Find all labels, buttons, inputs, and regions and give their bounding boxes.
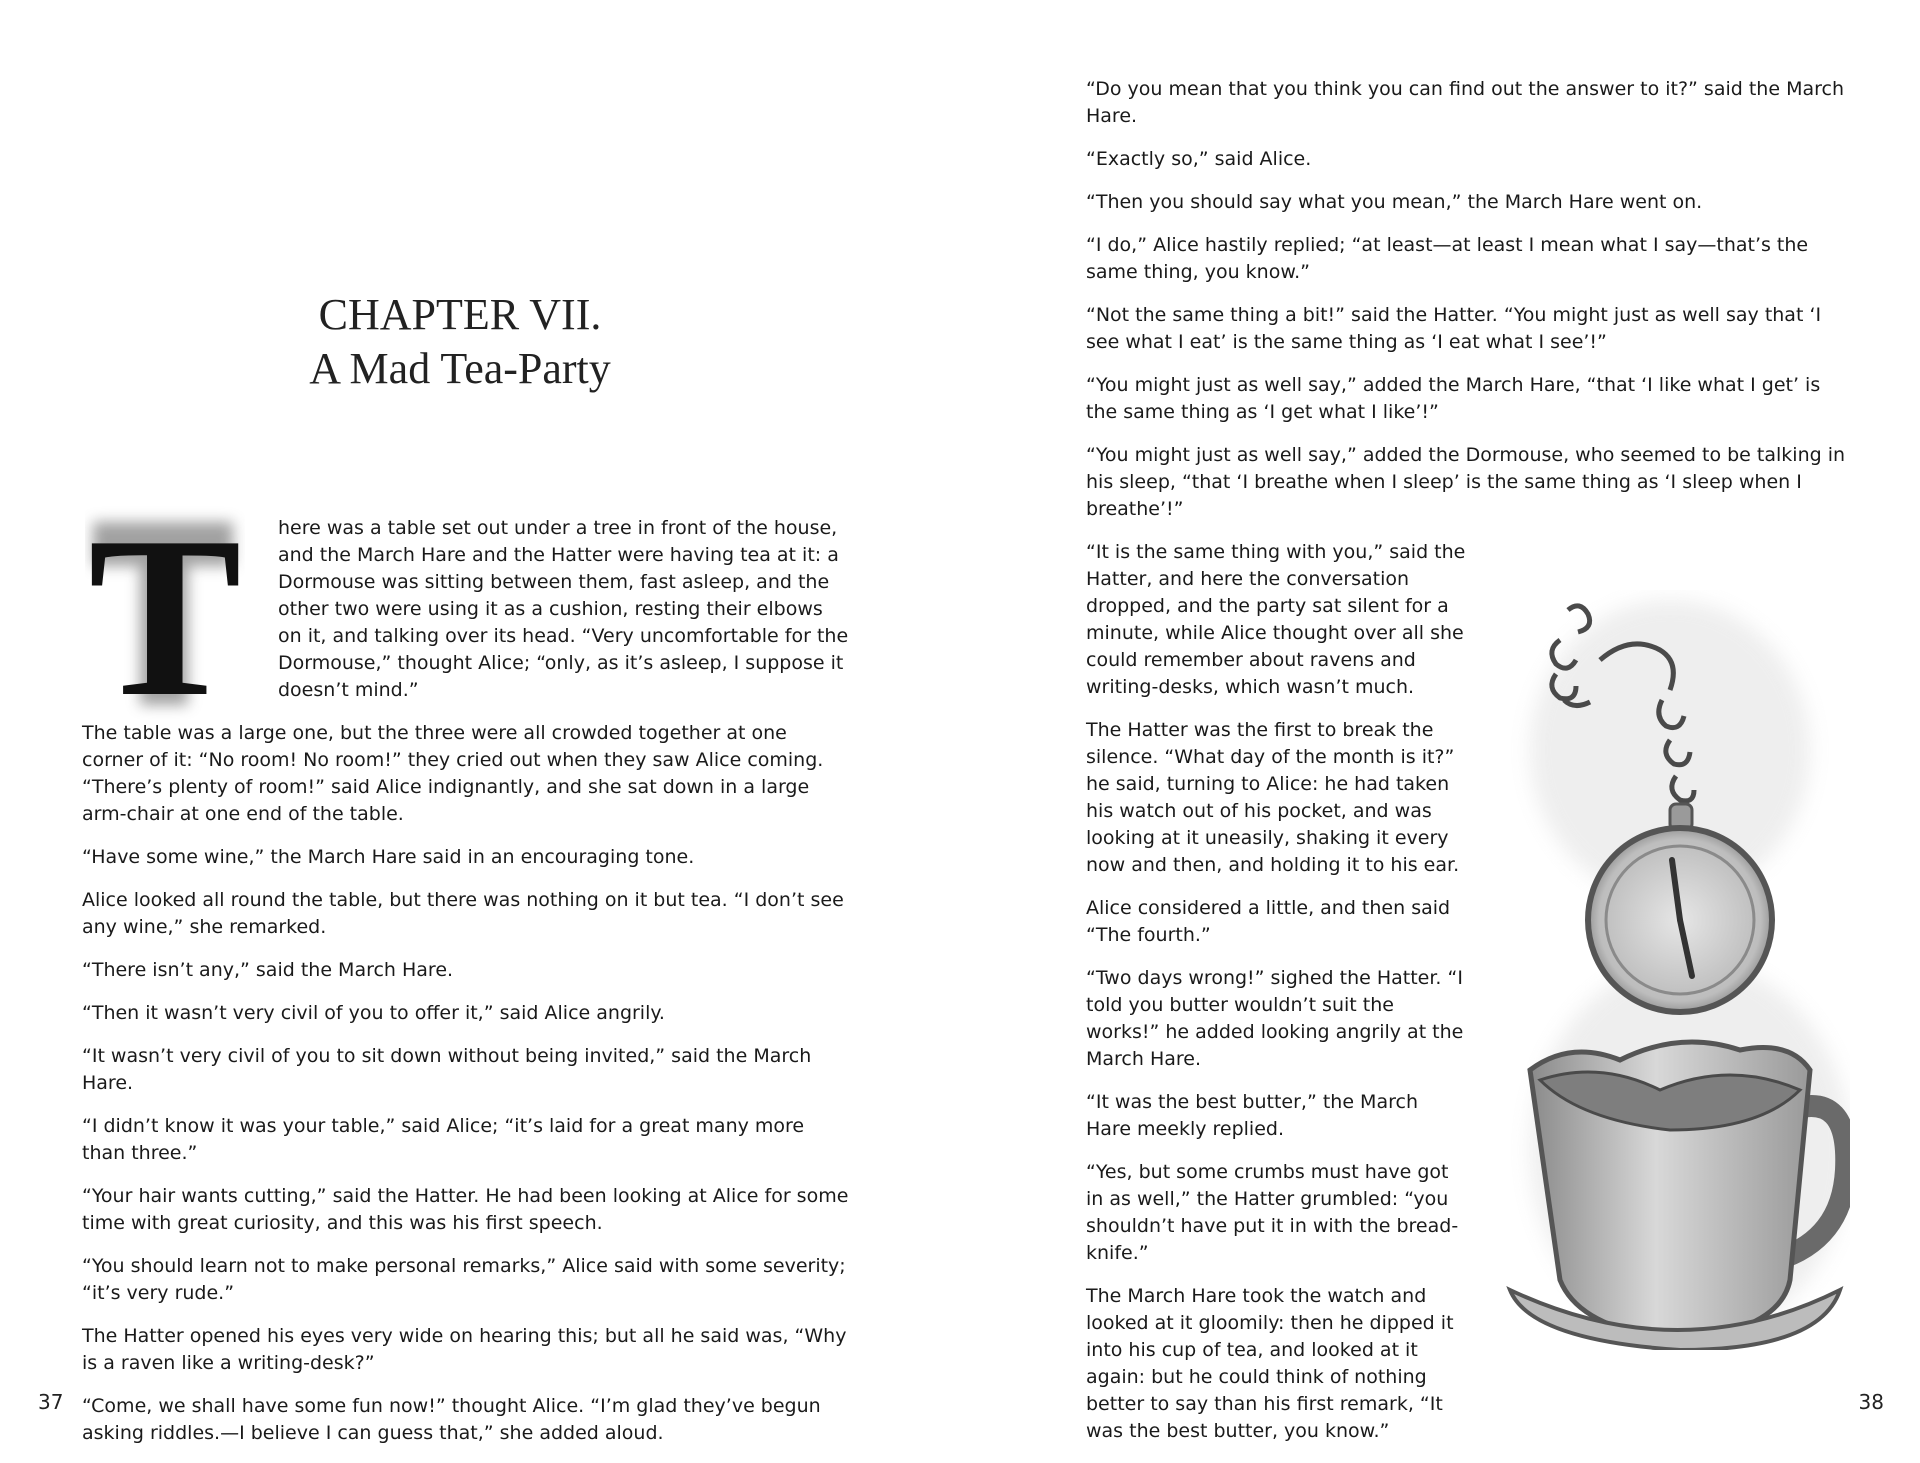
paragraph: here was a table set out under a tree in front of the house, and the March Hare and the Hatter were having tea at it: a Dormouse was sitting between them, fast asleep, and the other two were using it as a cushion, resting their elbows on it, and talking over its head. “Very uncomfortable for the Dormouse,” thought Alice; “only, as it’s asleep, I suppose it doesn’t mind.”	[278, 517, 849, 701]
paragraph: “Do you mean that you think you can find out the answer to it?” said the March Hare.	[1086, 78, 1844, 127]
paragraph: “You might just as well say,” added the Dormouse, who seemed to be talking in his sleep, “that ‘I breathe when I sleep’ is the same thing as ‘I sleep when I breathe’!”	[1086, 444, 1846, 520]
teacup	[1510, 1042, 1846, 1350]
paragraph: “Exactly so,” said Alice.	[1086, 148, 1312, 170]
page-number: 38	[1858, 1390, 1884, 1414]
paragraph: The Hatter was the first to break the silence. “What day of the month is it?” he said, turning to Alice: he had taken his watch out of his pocket, and was looking at it uneasily, shaking it every now and then, and holding it to his ear.	[1086, 719, 1460, 876]
paragraph: “You might just as well say,” added the March Hare, “that ‘I like what I get’ is the same thing as ‘I get what I like’!”	[1086, 374, 1821, 423]
paragraph: “It is the same thing with you,” said the Hatter, and here the conversation dropped, and the party sat silent for a minute, while Alice thought over all she could remember about ravens and writing-desks, which wasn’t much.	[1086, 541, 1466, 698]
dropcap-letter: T	[88, 500, 242, 720]
paragraph: “Have some wine,” the March Hare said in an encouraging tone.	[82, 846, 695, 868]
paragraph: “It was the best butter,” the March Hare meekly replied.	[1086, 1091, 1418, 1140]
watch-and-teacup-illustration	[1490, 590, 1850, 1350]
paragraph: “Then you should say what you mean,” the March Hare went on.	[1086, 191, 1703, 213]
chapter-heading	[80, 288, 840, 396]
paragraph: “You should learn not to make personal remarks,” Alice said with some severity; “it’s very rude.”	[82, 1255, 846, 1304]
left-page	[0, 0, 960, 1444]
paragraph: “Then it wasn’t very civil of you to offer it,” said Alice angrily.	[82, 1002, 665, 1024]
chapter-number: CHAPTER VII.	[318, 290, 602, 339]
paragraph: “There isn’t any,” said the March Hare.	[82, 959, 454, 981]
dropcap-space	[82, 515, 278, 705]
paragraph: “Two days wrong!” sighed the Hatter. “I told you butter wouldn’t suit the works!” he added looking angrily at the March Hare.	[1086, 967, 1464, 1070]
paragraph: Alice looked all round the table, but there was nothing on it but tea. “I don’t see any wine,” she remarked.	[82, 889, 844, 938]
page-number: 37	[38, 1390, 64, 1414]
left-body-text	[82, 515, 852, 1463]
narrow-column	[1086, 539, 1466, 1445]
paragraph: The Hatter opened his eyes very wide on hearing this; but all he said was, “Why is a raven like a writing-desk?”	[82, 1325, 847, 1374]
paragraph: Alice considered a little, and then said “The fourth.”	[1086, 897, 1451, 946]
chapter-title: A Mad Tea-Party	[309, 344, 611, 393]
paragraph: “Yes, but some crumbs must have got in as well,” the Hatter grumbled: “you shouldn’t have put it in with the bread-knife.”	[1086, 1161, 1459, 1264]
paragraph: “I do,” Alice hastily replied; “at least—at least I mean what I say—that’s the same thing, you know.”	[1086, 234, 1809, 283]
paragraph: “Come, we shall have some fun now!” thought Alice. “I’m glad they’ve begun asking riddles.—I believe I can guess that,” she added aloud.	[82, 1395, 821, 1444]
paragraph: “Not the same thing a bit!” said the Hatter. “You might just as well say that ‘I see what I eat’ is the same thing as ‘I eat what I see’!”	[1086, 304, 1822, 353]
paragraph: The March Hare took the watch and looked at it gloomily: then he dipped it into his cup of tea, and looked at it again: but he could think of nothing better to say than his first remark, “It was the best butter, you know.”	[1086, 1285, 1454, 1442]
paragraph: The table was a large one, but the three were all crowded together at one corner of it: “No room! No room!” they cried out when they saw Alice coming. “There’s plenty of room!” said Alice indignantly, and she sat down in a large arm-chair at one end of the table.	[82, 722, 824, 825]
paragraph: “I didn’t know it was your table,” said Alice; “it’s laid for a great many more than three.”	[82, 1115, 805, 1164]
paragraph: “It wasn’t very civil of you to sit down without being invited,” said the March Hare.	[82, 1045, 812, 1094]
paragraph: “Your hair wants cutting,” said the Hatter. He had been looking at Alice for some time with great curiosity, and this was his first speech.	[82, 1185, 849, 1234]
